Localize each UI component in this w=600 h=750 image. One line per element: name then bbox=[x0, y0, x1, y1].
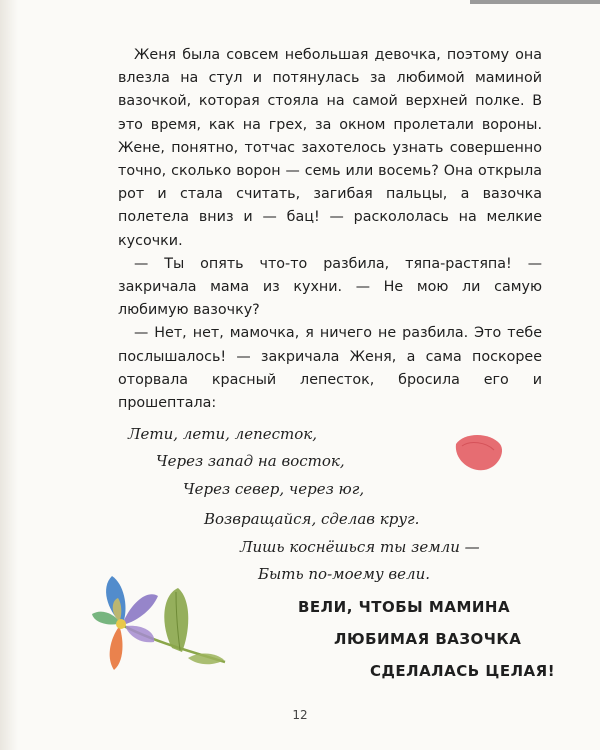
story-paragraph-1: Женя была совсем небольшая девочка, поэтому она влезла на стул и потянулась за любимой маминой вазочкой, которая стояла на самой верхней полке. В это время, как на грех, за окном пролетали вороны. Жене, понятно, тотчас захотелось узнать совершенно точно, сколько ворон — семь или восемь? Она открыла рот и стала считать, загибая пальцы, а вазочка полетела вниз и — бац! — раскололась на мелкие кусочки. bbox=[118, 47, 542, 249]
poem-line: Быть по-моему вели. bbox=[258, 565, 430, 583]
page-number: 12 bbox=[292, 708, 308, 722]
flower-illustration bbox=[90, 570, 230, 685]
wish-line: ЛЮБИМАЯ ВАЗОЧКА bbox=[334, 630, 522, 648]
poem-line: Через запад на восток, bbox=[156, 452, 345, 470]
poem-line: Лишь коснёшься ты земли — bbox=[240, 538, 480, 556]
story-paragraph-3: — Нет, нет, мамочка, я ничего не разбила. Это тебе послышалось! — закричала Женя, а сама поскорее оторвала красный лепесток, бросила его и прошептала: bbox=[118, 325, 542, 412]
wish-line: ВЕЛИ, ЧТОБЫ МАМИНА bbox=[298, 598, 511, 616]
wish-line: СДЕЛАЛАСЬ ЦЕЛАЯ! bbox=[370, 662, 556, 680]
story-text bbox=[118, 44, 542, 415]
poem-line: Через север, через юг, bbox=[183, 480, 365, 498]
red-petal-illustration bbox=[450, 430, 510, 475]
poem-line: Лети, лети, лепесток, bbox=[128, 425, 318, 443]
poem-line: Возвращайся, сделав круг. bbox=[204, 510, 420, 528]
story-paragraph-2: — Ты опять что-то разбила, тяпа-растяпа! — закричала мама из кухни. — Не мою ли самую любимую вазочку? bbox=[118, 255, 542, 319]
page-top-edge bbox=[470, 0, 600, 4]
